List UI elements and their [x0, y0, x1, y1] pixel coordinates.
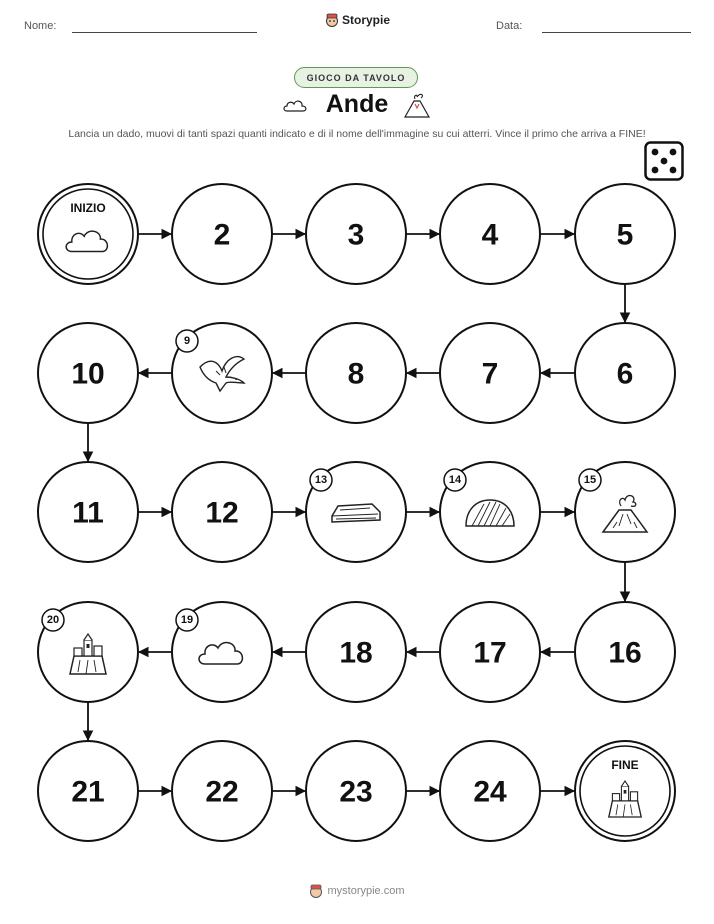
- board-space: [575, 602, 675, 702]
- board-space: [38, 323, 138, 423]
- board-space: [440, 323, 540, 423]
- space-number: 23: [339, 775, 373, 809]
- space-number: 10: [71, 357, 105, 391]
- board-space: [306, 184, 406, 284]
- space-number: 19: [180, 614, 194, 626]
- space-number: 4: [481, 218, 499, 252]
- space-number: 11: [72, 496, 104, 530]
- storypie-mascot-icon: [309, 884, 323, 898]
- space-number: 14: [448, 474, 462, 486]
- board-space: [38, 602, 138, 702]
- board-space: [440, 602, 540, 702]
- game-type-badge: GIOCO DA TAVOLO: [294, 67, 418, 88]
- space-number: 7: [481, 357, 499, 391]
- start-space: [38, 184, 138, 284]
- date-label: Data:: [496, 20, 523, 32]
- name-label: Nome:: [24, 20, 57, 32]
- space-number: 15: [583, 474, 597, 486]
- space-number: 24: [473, 775, 507, 809]
- start-label: INIZIO: [70, 201, 106, 215]
- space-number: 12: [205, 496, 239, 530]
- board-space: [172, 184, 272, 284]
- board-space: [440, 184, 540, 284]
- footer: [0, 884, 714, 898]
- board-space: [575, 184, 675, 284]
- board-space: [440, 462, 540, 562]
- space-number: 9: [183, 335, 191, 347]
- space-number: 22: [205, 775, 239, 809]
- space-number: 18: [339, 636, 373, 670]
- brand-name: Storypie: [342, 13, 391, 27]
- board-space: [172, 323, 272, 423]
- board-space: [306, 741, 406, 841]
- plateau-icon: [332, 504, 380, 522]
- board-space: [575, 323, 675, 423]
- board-space: [306, 462, 406, 562]
- space-number: 13: [314, 474, 328, 486]
- board-space: [306, 602, 406, 702]
- footer-url[interactable]: mystorypie.com: [327, 885, 405, 897]
- board-space: [575, 462, 675, 562]
- space-number: 16: [608, 636, 642, 670]
- space-number: 20: [46, 614, 60, 626]
- board-space: [172, 741, 272, 841]
- space-number: 2: [213, 218, 231, 252]
- finish-label: FINE: [611, 758, 639, 772]
- space-number: 3: [347, 218, 365, 252]
- board-space: [38, 741, 138, 841]
- instructions-text: Lancia un dado, muovi di tanti spazi quanti indicato e di il nome dell'immagine su cui atterri. Vince il primo che arriva a FINE!: [68, 128, 646, 140]
- board-space: [38, 462, 138, 562]
- board-space: [440, 741, 540, 841]
- board-space: [172, 462, 272, 562]
- page-title: Ande: [325, 90, 389, 118]
- space-number: 21: [71, 775, 105, 809]
- space-number: 8: [347, 357, 365, 391]
- space-number: 17: [473, 636, 507, 670]
- board-space: [172, 602, 272, 702]
- space-number: 5: [616, 218, 634, 252]
- space-number: 6: [616, 357, 634, 391]
- board-space: [306, 323, 406, 423]
- board-spaces: [38, 184, 675, 841]
- finish-space: [575, 741, 675, 841]
